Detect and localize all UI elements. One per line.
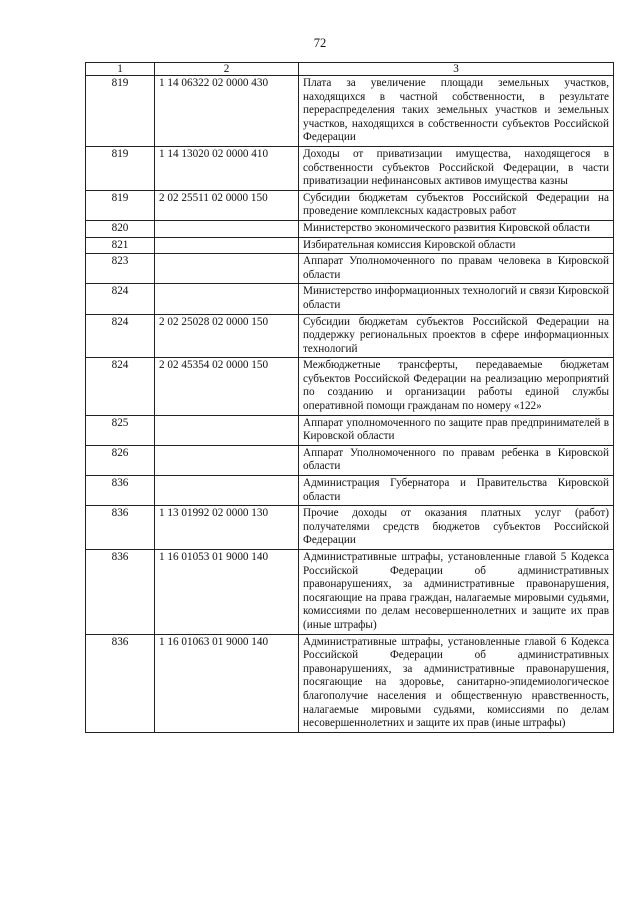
page-number: 72 [313, 36, 327, 50]
revenue-name: Административные штрафы, установленные главой 6 Кодекса Российской Федерации об административных правонарушениях, за административные правонарушения, посягающие на здоровье, санитарно-эпидемиологическое благополучие населения и общественную нравственность, налагаемые мировыми судьями, комиссиями по делам несовершеннолетних и защите их прав (иные штрафы) [299, 634, 614, 732]
admin-code: 836 [86, 476, 155, 506]
revenue-name: Министерство информационных технологий и связи Кировской области [299, 284, 614, 314]
table-row [86, 146, 614, 190]
admin-code: 836 [86, 550, 155, 635]
admin-code: 821 [86, 237, 155, 254]
table-row [86, 634, 614, 732]
admin-code: 836 [86, 634, 155, 732]
admin-code: 824 [86, 284, 155, 314]
revenue-name: Плата за увеличение площади земельных участков, находящихся в частной собственности, в результате перераспределения таких земельных участков и земельных участков, находящихся в собственности субъектов Российской Федерации [299, 76, 614, 147]
column-header-1: 1 [86, 63, 155, 76]
revenue-name: Администрация Губернатора и Правительства Кировской области [299, 476, 614, 506]
budget-code [155, 284, 299, 314]
budget-code: 1 13 01992 02 0000 130 [155, 506, 299, 550]
table-header-row [86, 63, 614, 76]
table-row [86, 254, 614, 284]
budget-code [155, 415, 299, 445]
table-row [86, 476, 614, 506]
admin-code: 825 [86, 415, 155, 445]
budget-code [155, 220, 299, 237]
table-body [86, 76, 614, 733]
budget-code: 1 14 13020 02 0000 410 [155, 146, 299, 190]
table-row [86, 445, 614, 475]
budget-code: 2 02 45354 02 0000 150 [155, 358, 299, 415]
admin-code: 819 [86, 190, 155, 220]
column-header-2: 2 [155, 63, 299, 76]
revenue-name: Аппарат Уполномоченного по правам ребенка в Кировской области [299, 445, 614, 475]
revenue-name: Прочие доходы от оказания платных услуг (работ) получателями средств бюджетов субъектов Российской Федерации [299, 506, 614, 550]
admin-code: 826 [86, 445, 155, 475]
revenue-name: Доходы от приватизации имущества, находящегося в собственности субъектов Российской Федерации, в части приватизации нефинансовых активов имущества казны [299, 146, 614, 190]
table-row [86, 550, 614, 635]
admin-code: 836 [86, 506, 155, 550]
table-row [86, 237, 614, 254]
admin-code: 819 [86, 76, 155, 147]
revenue-name: Аппарат уполномоченного по защите прав предпринимателей в Кировской области [299, 415, 614, 445]
revenue-name: Межбюджетные трансферты, передаваемые бюджетам субъектов Российской Федерации на реализацию мероприятий по созданию и организации работы единой службы оперативной помощи гражданам по номеру «122» [299, 358, 614, 415]
budget-code [155, 445, 299, 475]
table-row [86, 506, 614, 550]
table-row [86, 76, 614, 147]
admin-code: 824 [86, 314, 155, 358]
budget-code: 2 02 25028 02 0000 150 [155, 314, 299, 358]
budget-code: 2 02 25511 02 0000 150 [155, 190, 299, 220]
table-row [86, 284, 614, 314]
admin-code: 820 [86, 220, 155, 237]
revenue-name: Аппарат Уполномоченного по правам человека в Кировской области [299, 254, 614, 284]
table-row [86, 358, 614, 415]
budget-code: 1 16 01063 01 9000 140 [155, 634, 299, 732]
admin-code: 824 [86, 358, 155, 415]
table-row [86, 314, 614, 358]
budget-code: 1 14 06322 02 0000 430 [155, 76, 299, 147]
revenue-name: Министерство экономического развития Кировской области [299, 220, 614, 237]
revenue-codes-table [85, 62, 614, 733]
table-row [86, 220, 614, 237]
admin-code: 819 [86, 146, 155, 190]
table-row [86, 415, 614, 445]
budget-code: 1 16 01053 01 9000 140 [155, 550, 299, 635]
revenue-name: Избирательная комиссия Кировской области [299, 237, 614, 254]
budget-code [155, 254, 299, 284]
admin-code: 823 [86, 254, 155, 284]
column-header-3: 3 [299, 63, 614, 76]
budget-code [155, 237, 299, 254]
budget-code [155, 476, 299, 506]
revenue-name: Субсидии бюджетам субъектов Российской Федерации на поддержку региональных проектов в сфере информационных технологий [299, 314, 614, 358]
revenue-name: Административные штрафы, установленные главой 5 Кодекса Российской Федерации об административных правонарушениях, за административные правонарушения, посягающие на права граждан, налагаемые мировыми судьями, комиссиями по делам несовершеннолетних и защите их прав (иные штрафы) [299, 550, 614, 635]
table-row [86, 190, 614, 220]
revenue-name: Субсидии бюджетам субъектов Российской Федерации на проведение комплексных кадастровых работ [299, 190, 614, 220]
